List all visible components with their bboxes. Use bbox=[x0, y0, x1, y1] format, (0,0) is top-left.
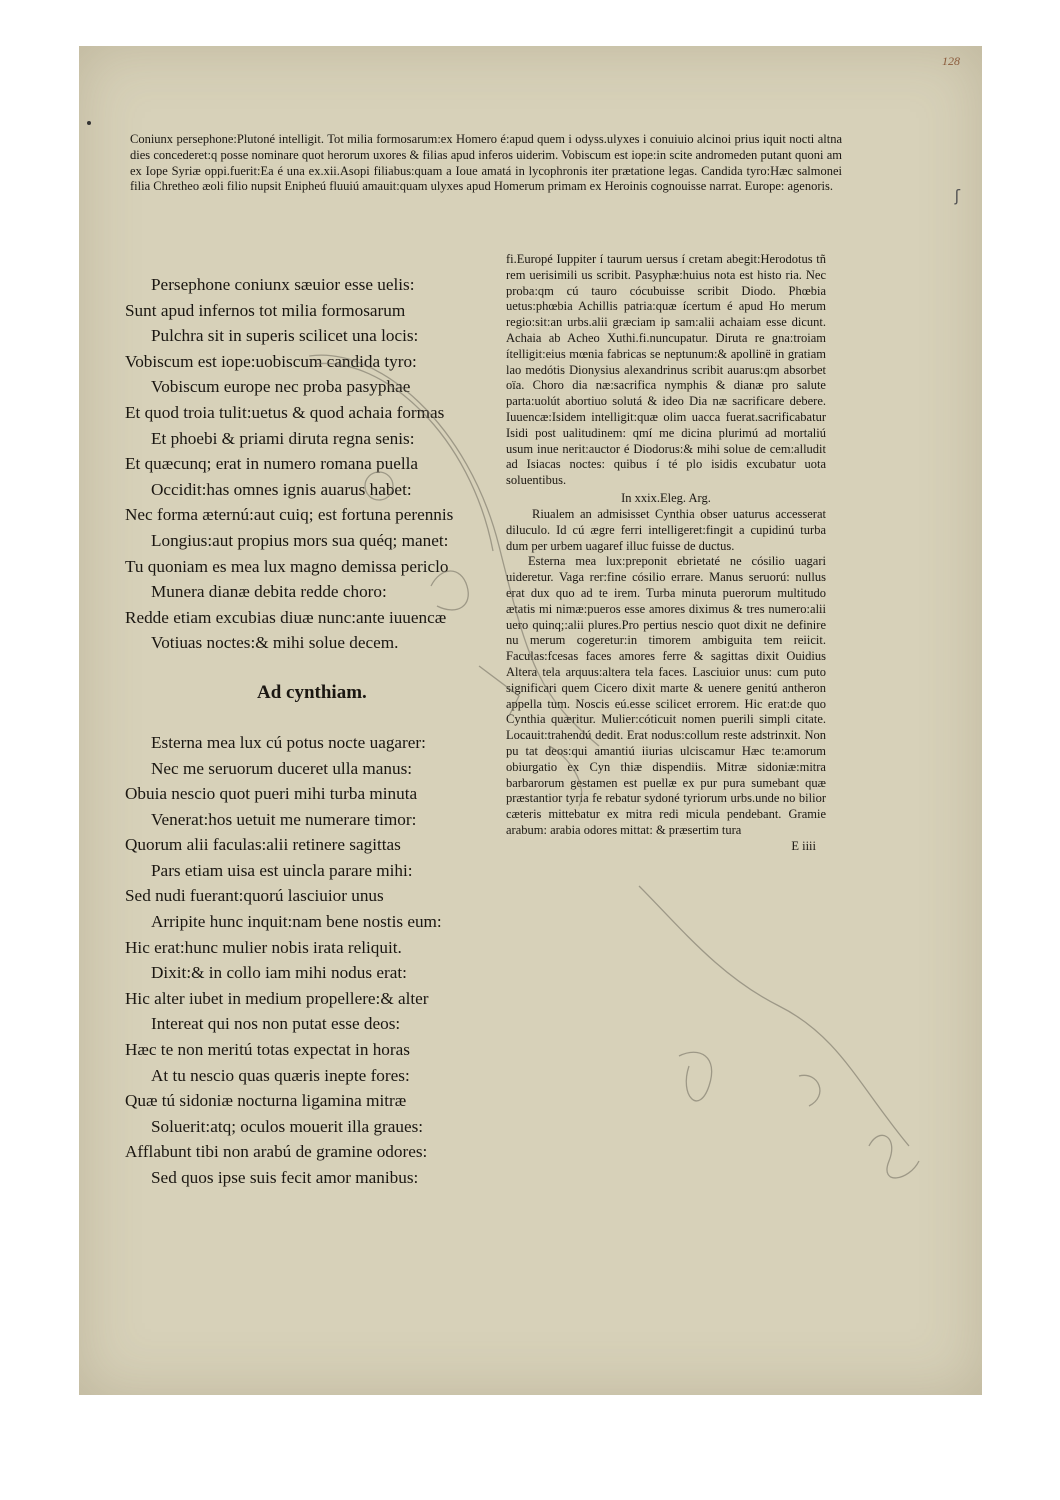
commentary-top bbox=[130, 132, 842, 195]
verse-line: Redde etiam excubias diuæ nunc:ante iuuencæ bbox=[125, 607, 447, 627]
verse-line: Nec forma æternú:aut cuiq; est fortuna perennis bbox=[125, 505, 454, 525]
verse-block-second bbox=[125, 730, 515, 1191]
verse-line: Tu quoniam es mea lux magno demissa periclo bbox=[125, 556, 449, 576]
verse-line: Dixit:& in collo iam mihi nodus erat: bbox=[151, 963, 407, 983]
commentary-right-part2: Esterna mea lux:preponit ebrietaté ne cósilio uagari uideretur. Vaga rer:fine cósilio errare. Manus seruorú: nullus erat dux quo ad te irem. Turba minuta puerorum multitudo ætatis mi nimæ:pueros esse amores diximus & tres numero:alii uero quinq;:alii plures.Pro pertius nescio quot dixit ne definire nu merum cogeretur:in timorem ambiguita tem reiicit. Faculas:fcesas faces amores ferre & sagittas dixit Ouidius Altera tela arquus:altera tela faces. Lasciuior unus: cum puto significari quem Cicero dixit marte & uenere genitú antheron appella tum. Noscis eú.esse scilicet errorem. Hic erat:de quo Cynthia quæritur. Mulier:cóticuit nomen puerili simpli citate. Locauit:trahendú dedit. Erat nodus:collum reste adstrinxit. Non pu tat deos:qui amantiú iiurias ulciscamur Hæc te:amorum obiurgatio ex Cyn thiæ dispendiis. Mitræ sidoniæ:mitra barbarorum gestamen est puellæ ex pur pura sumebant quæ præstantior tyria fe rebatur sydoné tyriorum urbs.unde no bilior cæteris mittebatur ex mitra redi micula pendebant. Gramie arabum: arabia odores mittat: & præsertim tura bbox=[506, 554, 826, 837]
verse-line: Et quæcunq; erat in numero romana puella bbox=[125, 454, 419, 474]
verse-line: Pars etiam uisa est uincla parare mihi: bbox=[151, 860, 413, 880]
spacer bbox=[125, 708, 515, 730]
commentary-right bbox=[506, 252, 826, 854]
commentary-right-part1: fi.Europé Iuppiter í taurum uersus í cretam abegit:Herodotus tñ rem uerisimili us scribit. Pasyphæ:huius nota est histo ria. Nec proba:qm cú tauro cócubuisse scribit Diodo. Phœbia uetus:phœbia Achillis patria:quæ ícertum é apud Ho merum regio:sit:an urbs.alii græciam ip sam:alii achaiam esse dicunt. Achaia ab Acheo Xuthi.fi.nuncupatur. Diruta re gna:troiam ítelligit:eius mœnia fabricas se neptunum:& apollinë in gratiam lao medótis Dionysius alexandrinus scribit auarus:qm absorbet oïa. Choro dia næ:sacrifica nymphis & dianæ pro salute parta:uolút abortiuo solutá & ideo Dia næ sacrificare debere. Iuuencæ:Isidem intelligit:quæ olim uacca fuerat.sacrificabatur Isidi post ualitudinem: qmí me dicina plurimú ad mortaliú usum inue nerit:auctor é Diodorus:& mihi solue de cem:alludit ad Isiacas noctes: quibus í té plo isidis excubatur uota soluentibus. bbox=[506, 252, 826, 488]
verse-line: Munera dianæ debita redde choro: bbox=[151, 582, 387, 602]
poem-heading: Ad cynthiam. bbox=[257, 681, 367, 703]
verse-line: Hic alter iubet in medium propellere:& alter bbox=[125, 988, 429, 1008]
signature-mark: E iiii bbox=[791, 838, 816, 853]
verse-line: Sed nudi fuerant:quorú lasciuior unus bbox=[125, 886, 384, 906]
verse-line: Venerat:hos uetuit me numerare timor: bbox=[151, 809, 417, 829]
verse-line: Afflabunt tibi non arabú de gramine odores: bbox=[125, 1142, 428, 1162]
commentary-top-text: Coniunx persephone:Plutoné intelligit. Tot milia formosarum:ex Homero é:apud quem i odyss.ulyxes i conuiuio alcinoi prius iquit nocti altna dies concederet:q posse nominare quot herorum uxores & filias apud inferos uiderim. Vobiscum est iope:in scite andromeden putant quoni am ex Iope Syriæ oppi.fuerit:Ea é una ex.xii.Asopi filiabus:quam a Ioue amatá in lycophronis iter prætatione legas. Candida tyro:Hæc salmonei filia Chretheo æoli filio nupsit Enipheú fluuiú amauit:quam ulyxes apud Homerum primam ex Heroinis cognouisse narrat. Europe: agenoris. bbox=[130, 132, 842, 194]
verse-line: Quorum alii faculas:alii retinere sagittas bbox=[125, 835, 401, 855]
verse-line: Vobiscum europe nec proba pasyphae bbox=[151, 377, 411, 397]
verse-line: Pulchra sit in superis scilicet una locis: bbox=[151, 326, 419, 346]
verse-line: Longius:aut propius mors sua quéq; manet: bbox=[151, 530, 449, 550]
verse-line: Intereat qui nos non putat esse deos: bbox=[151, 1014, 401, 1034]
verse-line: Soluerit:atq; oculos mouerit illa graues: bbox=[151, 1116, 424, 1136]
verse-line: Vobiscum est iope:uobiscum candida tyro: bbox=[125, 351, 417, 371]
margin-mark: ʃ bbox=[954, 186, 960, 205]
verse-line: Votiuas noctes:& mihi solue decem. bbox=[151, 633, 399, 653]
verse-line: At tu nescio quas quæris inepte fores: bbox=[151, 1065, 410, 1085]
verse-line: Sunt apud infernos tot milia formosarum bbox=[125, 300, 406, 320]
verse-line: Obuia nescio quot pueri mihi turba minuta bbox=[125, 784, 418, 804]
spacer bbox=[125, 656, 515, 678]
verse-line: Sed quos ipse suis fecit amor manibus: bbox=[151, 1168, 419, 1187]
verse-line: Nec me seruorum duceret ulla manus: bbox=[151, 758, 413, 778]
verse-line: Esterna mea lux cú potus nocte uagarer: bbox=[151, 732, 426, 752]
margin-dot bbox=[87, 121, 91, 125]
elegy-argument: Riualem an admisisset Cynthia obser uaturus accesserat diluculo. Id cú ægre ferri intelligeret:fingit a cupidinú turba dum per urbem uagaref illuc fuisse de ductus. bbox=[506, 506, 826, 553]
verse-line: Persephone coniunx sæuior esse uelis: bbox=[151, 275, 415, 294]
folio-number: 128 bbox=[942, 54, 960, 68]
verse-line: Hæc te non meritú totas expectat in horas bbox=[125, 1040, 410, 1060]
verse-line: Et quod troia tulit:uetus & quod achaia formas bbox=[125, 402, 445, 422]
book-page bbox=[79, 46, 982, 1395]
verse-block-first bbox=[125, 272, 515, 656]
verse-line: Et phoebi & priami diruta regna senis: bbox=[151, 428, 415, 448]
verse-line: Quæ tú sidoniæ nocturna ligamina mitræ bbox=[125, 1091, 407, 1111]
verse-line: Hic erat:hunc mulier nobis irata reliquit. bbox=[125, 937, 402, 957]
verse-line: Arripite hunc inquit:nam bene nostis eum: bbox=[151, 912, 442, 932]
verse-line: Occidit:has omnes ignis auarus habet: bbox=[151, 479, 412, 499]
verse-column bbox=[125, 272, 515, 1191]
elegy-rubric: In xxix.Eleg. Arg. bbox=[621, 490, 711, 505]
